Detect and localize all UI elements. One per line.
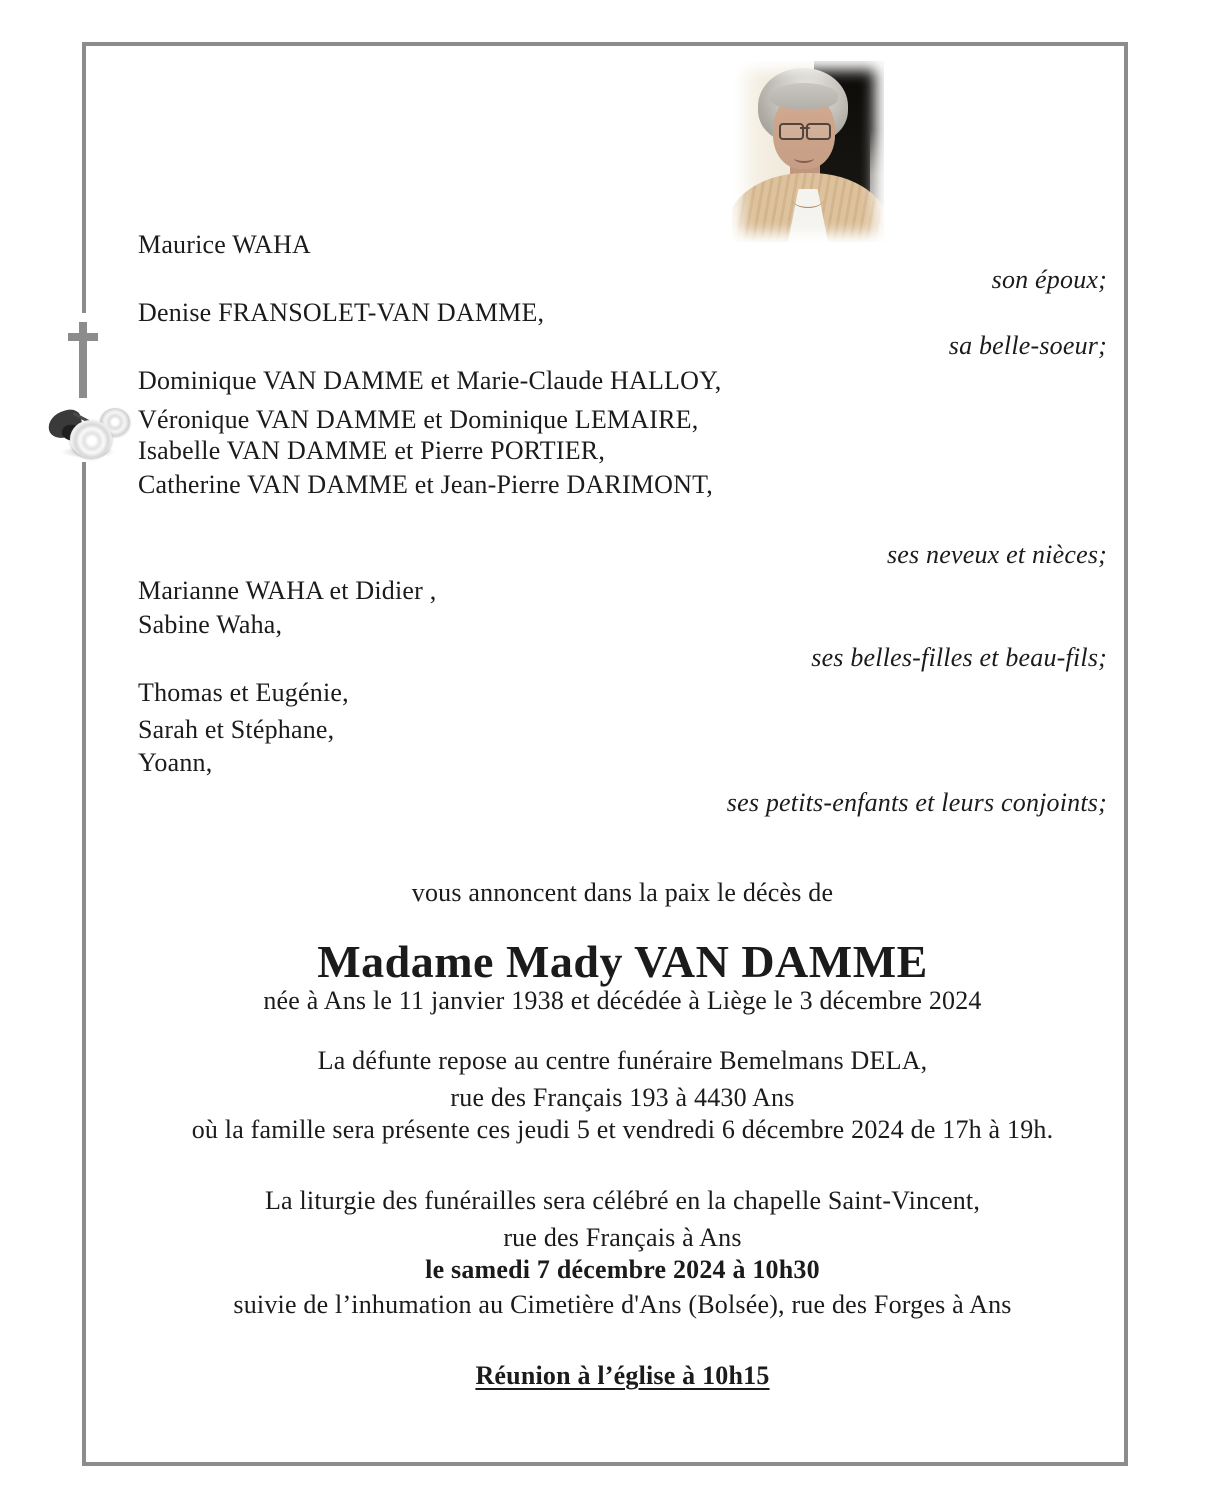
photo-feathered-edge [732, 61, 884, 242]
visitation-location: La défunte repose au centre funéraire Bemelmans DELA, [317, 1046, 928, 1075]
visitation-times: où la famille sera présente ces jeudi 5 et vendredi 6 décembre 2024 de 17h à 19h. [191, 1115, 1054, 1144]
grandchildren-relation-label: ses petits-enfants et leurs conjoints; [726, 788, 1107, 817]
burial-info: suivie de l’inhumation au Cimetière d'Ans (Bolsée), rue des Forges à Ans [233, 1290, 1012, 1319]
sister-in-law-relation-label: sa belle-soeur; [948, 331, 1107, 360]
church-meeting-note: Réunion à l’église à 10h15 [475, 1361, 770, 1390]
niece-nephew-name: Isabelle VAN DAMME et Pierre PORTIER, [138, 436, 606, 465]
nieces-nephews-relation-label: ses neveux et nièces; [886, 540, 1107, 569]
visitation-address: rue des Français 193 à 4430 Ans [450, 1083, 795, 1112]
portrait-photo [732, 61, 884, 242]
funeral-liturgy: La liturgie des funérailles sera célébré en la chapelle Saint-Vincent, [264, 1186, 981, 1215]
grandchild-name: Thomas et Eugénie, [138, 678, 349, 707]
niece-nephew-name: Catherine VAN DAMME et Jean-Pierre DARIMONT, [138, 470, 713, 499]
cross-horizontal-bar [68, 333, 98, 341]
husband-relation-label: son époux; [991, 265, 1107, 294]
announcement-intro: vous annoncent dans la paix le décès de [411, 878, 834, 907]
life-dates: née à Ans le 11 janvier 1938 et décédée à Liège le 3 décembre 2024 [263, 986, 982, 1015]
niece-nephew-name: Véronique VAN DAMME et Dominique LEMAIRE, [138, 405, 699, 434]
daughter-in-law-name: Sabine Waha, [138, 610, 283, 639]
daughters-in-law-relation-label: ses belles-filles et beau-fils; [811, 643, 1107, 672]
daughter-in-law-name: Marianne WAHA et Didier , [138, 576, 437, 605]
husband-name: Maurice WAHA [138, 230, 312, 259]
grandchild-name: Yoann, [138, 748, 213, 777]
deceased-name: Madame Mady VAN DAMME [317, 936, 928, 987]
niece-nephew-name: Dominique VAN DAMME et Marie-Claude HALLOY, [138, 366, 722, 395]
rose-flower [70, 420, 112, 458]
funeral-address: rue des Français à Ans [503, 1223, 742, 1252]
sister-in-law-name: Denise FRANSOLET-VAN DAMME, [138, 298, 545, 327]
funeral-date-time: le samedi 7 décembre 2024 à 10h30 [425, 1255, 820, 1284]
roses-icon [46, 398, 132, 462]
grandchild-name: Sarah et Stéphane, [138, 715, 335, 744]
